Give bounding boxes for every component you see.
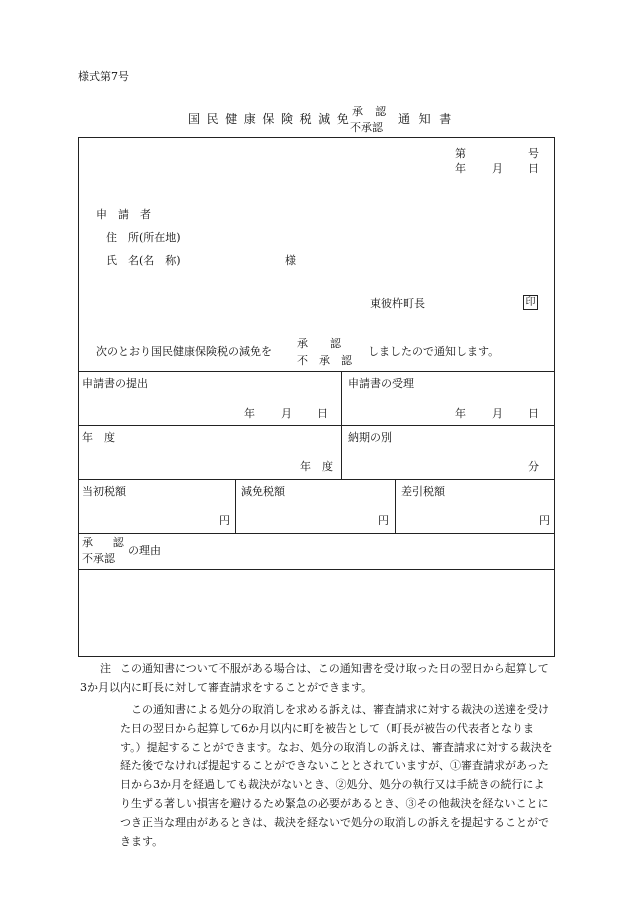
reduced-tax-label: 減免税額 [241,485,285,498]
period-unit: 分 [528,460,539,473]
row-divider [78,425,555,426]
header-go: 号 [528,147,539,160]
mayor-name: 東彼杵町長 [370,297,425,310]
note-head: 注 [100,662,111,675]
initial-tax-yen: 円 [219,514,230,527]
row-divider [78,371,555,372]
receive-hi: 日 [528,407,539,420]
note-paragraph-2: この通知書による処分の取消しを求める訴えは、審査請求に対する裁決の送達を受けた日の翌日から起算して6か月以内に町を被告として（町長が被告の代表者となります。）提起することができます。なお、処分の取消しの訴えは、審査請求に対する裁決を経た後でなければ提起することができないこととされていますが、①審査請求があった日から3か月を経過しても裁決がないとき、②処分、処分の執行又は手続きの続行により生ずる著しい損害を避けるため緊急の必要があるとき、③その他裁決を経ないことにつき正当な理由があるときは、裁決を経ないで処分の取消しの訴えを提起することができます。 [120,703,553,848]
reason-approve: 承 認 [82,536,129,549]
header-tsuki: 月 [492,162,503,175]
row-divider [78,479,555,480]
year-unit: 年 度 [300,460,333,473]
applicant-address: 住 所(所在地) [106,231,181,244]
balance-tax-yen: 円 [539,514,550,527]
title-left: 国民健康保険税減免 [188,112,356,126]
reason-disapprove: 不承認 [82,552,115,565]
reduced-tax-yen: 円 [378,514,389,527]
reason-label: の理由 [128,544,161,557]
col-divider [395,479,396,533]
note-paragraph-1 [80,660,555,698]
form-number: 様式第7号 [78,70,129,83]
period-label: 納期の別 [348,431,392,444]
applicant-name: 氏 名(名 称) [106,254,181,267]
header-hi: 日 [528,162,539,175]
applicant-label: 申 請 者 [96,208,151,221]
header-dai: 第 [455,147,466,160]
seal-mark: 印 [523,295,538,310]
submit-tsuki: 月 [281,407,292,420]
notice-prefix: 次のとおり国民健康保険税の減免を [96,345,272,358]
notice-approve: 承 認 [297,337,341,350]
receive-label: 申請書の受理 [348,377,414,390]
header-nen: 年 [455,162,466,175]
submit-hi: 日 [317,407,328,420]
balance-tax-label: 差引税額 [401,485,445,498]
row-divider [78,533,555,534]
notice-suffix: しましたので通知します。 [368,345,500,358]
col-divider [341,371,342,425]
notice-disapprove: 不 承 認 [297,354,352,367]
year-label: 年 度 [82,431,115,444]
row-divider [78,569,555,570]
title-disapprove: 不承認 [350,121,383,134]
applicant-sama: 様 [285,254,296,267]
submit-label: 申請書の提出 [82,377,148,390]
initial-tax-label: 当初税額 [82,485,126,498]
col-divider [235,479,236,533]
title-right: 通 知 書 [398,112,454,126]
note-text-1: この通知書について不服がある場合は、この通知書を受け取った日の翌日から起算して3か月以内に町長に対して審査請求をすることができます。 [80,662,549,694]
submit-nen: 年 [244,407,255,420]
receive-tsuki: 月 [492,407,503,420]
receive-nen: 年 [455,407,466,420]
col-divider [341,425,342,479]
title-approve: 承 認 [352,105,391,118]
